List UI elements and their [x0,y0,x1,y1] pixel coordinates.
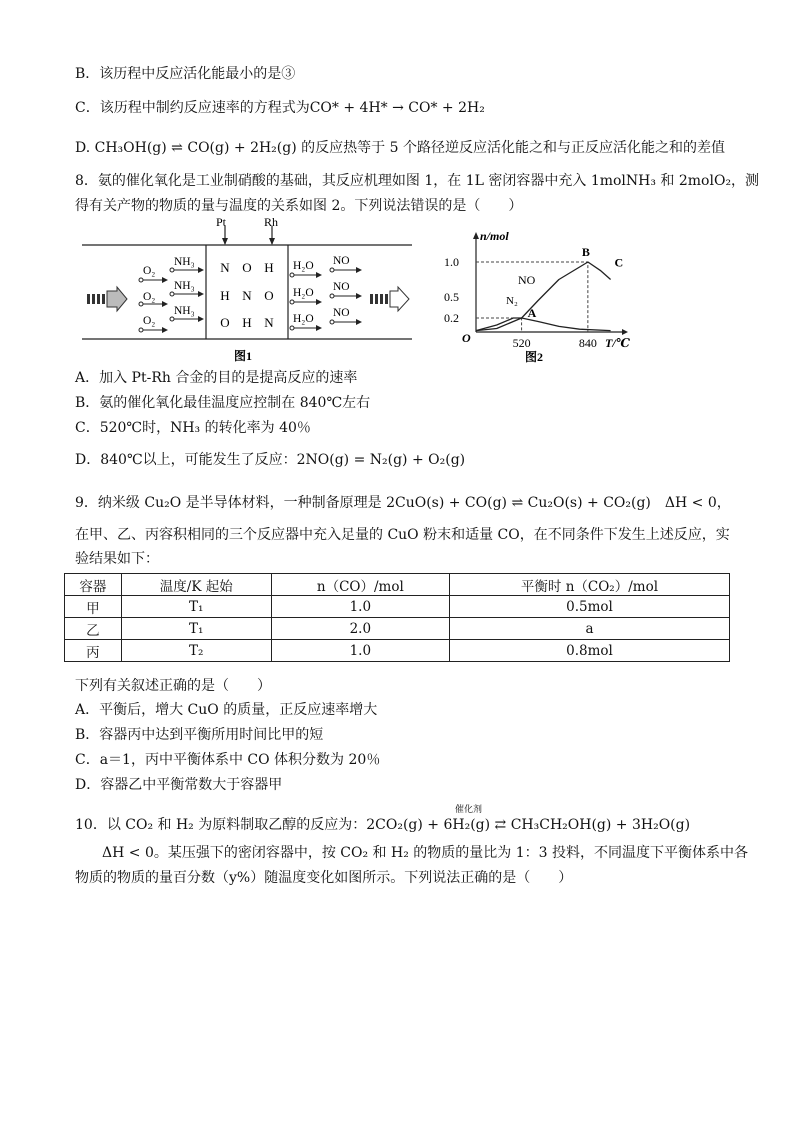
table-cell: 0.8mol [449,640,729,662]
x-axis-label: T/℃ [605,336,631,350]
table-cell: T₁ [121,596,271,618]
catalyst-label: 催化剂 [455,805,483,815]
nh3-label: NH₃ [174,305,195,317]
figure-2-chart [440,228,640,366]
table-header: 平衡时 n（CO₂）/mol [449,574,729,596]
no-label: NO [333,255,350,267]
q8-option-c: C．520℃时，NH₃ 的转化率为 40％ [75,420,311,436]
series-label-n2: N₂ [506,295,518,307]
table-cell: T₂ [121,640,271,662]
q8-option-a: A．加入 Pt-Rh 合金的目的是提高反应的速率 [75,370,358,386]
option-d-q7: D. CH₃OH(g) ⇌ CO(g) + 2H₂(g) 的反应热等于 5 个路径逆反应活化能之和与正反应活化能之和的差值 [75,140,725,156]
no-label: NO [333,307,350,319]
table-cell: 乙 [65,618,122,640]
table-header: n（CO）/mol [271,574,449,596]
o2-label: O₂ [143,265,156,277]
figure-1-caption: 图1 [234,349,253,363]
q8-option-b: B．氨的催化氧化最佳温度应控制在 840℃左右 [75,395,371,411]
origin-label: O [462,331,471,345]
table-row [65,596,730,618]
table-cell: 丙 [65,640,122,662]
grid-letter: O [220,315,230,330]
question-9-stem-cont: 在甲、乙、丙容积相同的三个反应器中充入足量的 CuO 粉末和适量 CO，在不同条件下发生上述反应，实 [75,527,730,543]
pt-label: Pt [216,218,227,229]
question-10-stem: 10．以 CO₂ 和 H₂ 为原料制取乙醇的反应为：2CO₂(g) + 6H₂(g) ⇄ CH₃CH₂OH(g) + 3H₂O(g) [75,817,691,833]
option-c-q7: C．该历程中制约反应速率的方程式为CO* + 4H* → CO* + 2H₂ [75,100,485,116]
grid-letter: N [242,288,252,303]
outlet-arrow [370,287,409,311]
table-header: 容器 [65,574,122,596]
table-cell: 甲 [65,596,122,618]
h2o-label: H₂O [293,287,314,299]
question-9-stem: 9．纳米级 Cu₂O 是半导体材料，一种制备原理是 2CuO(s) + CO(g) ⇌ Cu₂O(s) + CO₂(g) ΔH < 0， [75,495,731,511]
table-cell: 0.5mol [449,596,729,618]
figure-1-mechanism [80,218,420,368]
y-axis-label: n/mol [480,229,509,243]
series-line-no [476,262,611,331]
q9-option-c: C．a＝1，丙中平衡体系中 CO 体积分数为 20％ [75,752,381,768]
table-cell: 1.0 [271,596,449,618]
question-8-stem-cont: 得有关产物的物质的量与温度的关系如图 2。下列说法错误的是（ ） [75,198,523,214]
point-label-b: B [581,245,590,259]
nh3-label: NH₃ [174,280,195,292]
question-8-stem: 8．氨的催化氧化是工业制硝酸的基础，其反应机理如图 1，在 1L 密闭容器中充入 1molNH₃ 和 2molO₂，测 [75,173,760,189]
inlet-arrow [87,287,127,311]
grid-letter: H [242,315,252,330]
grid-letter: H [220,288,230,303]
question-10-stem-cont: ΔH < 0。某压强下的密闭容器中，按 CO₂ 和 H₂ 的物质的量比为 1：3 投料，不同温度下平衡体系中各 [102,845,748,861]
series-label-no: NO [518,273,536,287]
x-tick-label: 520 [512,336,531,350]
question-9-stem-cont2: 验结果如下： [75,551,159,567]
q9-option-a: A．平衡后，增大 CuO 的质量，正反应速率增大 [75,702,378,718]
table-cell: T₁ [121,618,271,640]
point-label-a: A [527,306,537,320]
grid-letter: O [242,260,252,275]
q8-option-d: D．840℃以上，可能发生了反应：2NO(g) = N₂(g) + O₂(g) [75,452,466,468]
table-row [65,640,730,662]
y-tick-label: 0.2 [444,311,459,325]
rh-label: Rh [264,218,279,229]
o2-label: O₂ [143,291,156,303]
grid-letter: H [264,260,274,275]
y-tick-label: 0.5 [444,290,459,304]
q9-option-d: D．容器乙中平衡常数大于容器甲 [75,777,283,793]
figure-2-caption: 图2 [525,350,544,364]
table-cell: 1.0 [271,640,449,662]
table-cell: a [449,618,729,640]
h2o-label: H₂O [293,313,314,325]
table-cell: 2.0 [271,618,449,640]
results-table [64,573,730,662]
question-10-stem-cont2: 物质的物质的量百分数（y%）随温度变化如图所示。下列说法正确的是（ ） [75,870,573,886]
grid-letter: O [264,288,274,303]
no-label: NO [333,281,350,293]
option-b-q7: B．该历程中反应活化能最小的是③ [75,66,296,82]
grid-letter: N [264,315,274,330]
q9-option-b: B．容器丙中达到平衡所用时间比甲的短 [75,727,324,743]
y-tick-label: 1.0 [444,255,459,269]
grid-letter: N [220,260,230,275]
question-9-prompt: 下列有关叙述正确的是（ ） [75,678,271,694]
point-label-c: C [614,255,624,270]
h2o-label: H₂O [293,260,314,272]
table-header-row [65,574,730,596]
table-header: 温度/K 起始 [121,574,271,596]
o2-label: O₂ [143,315,156,327]
nh3-label: NH₃ [174,256,195,268]
table-row [65,618,730,640]
x-tick-label: 840 [578,336,597,350]
